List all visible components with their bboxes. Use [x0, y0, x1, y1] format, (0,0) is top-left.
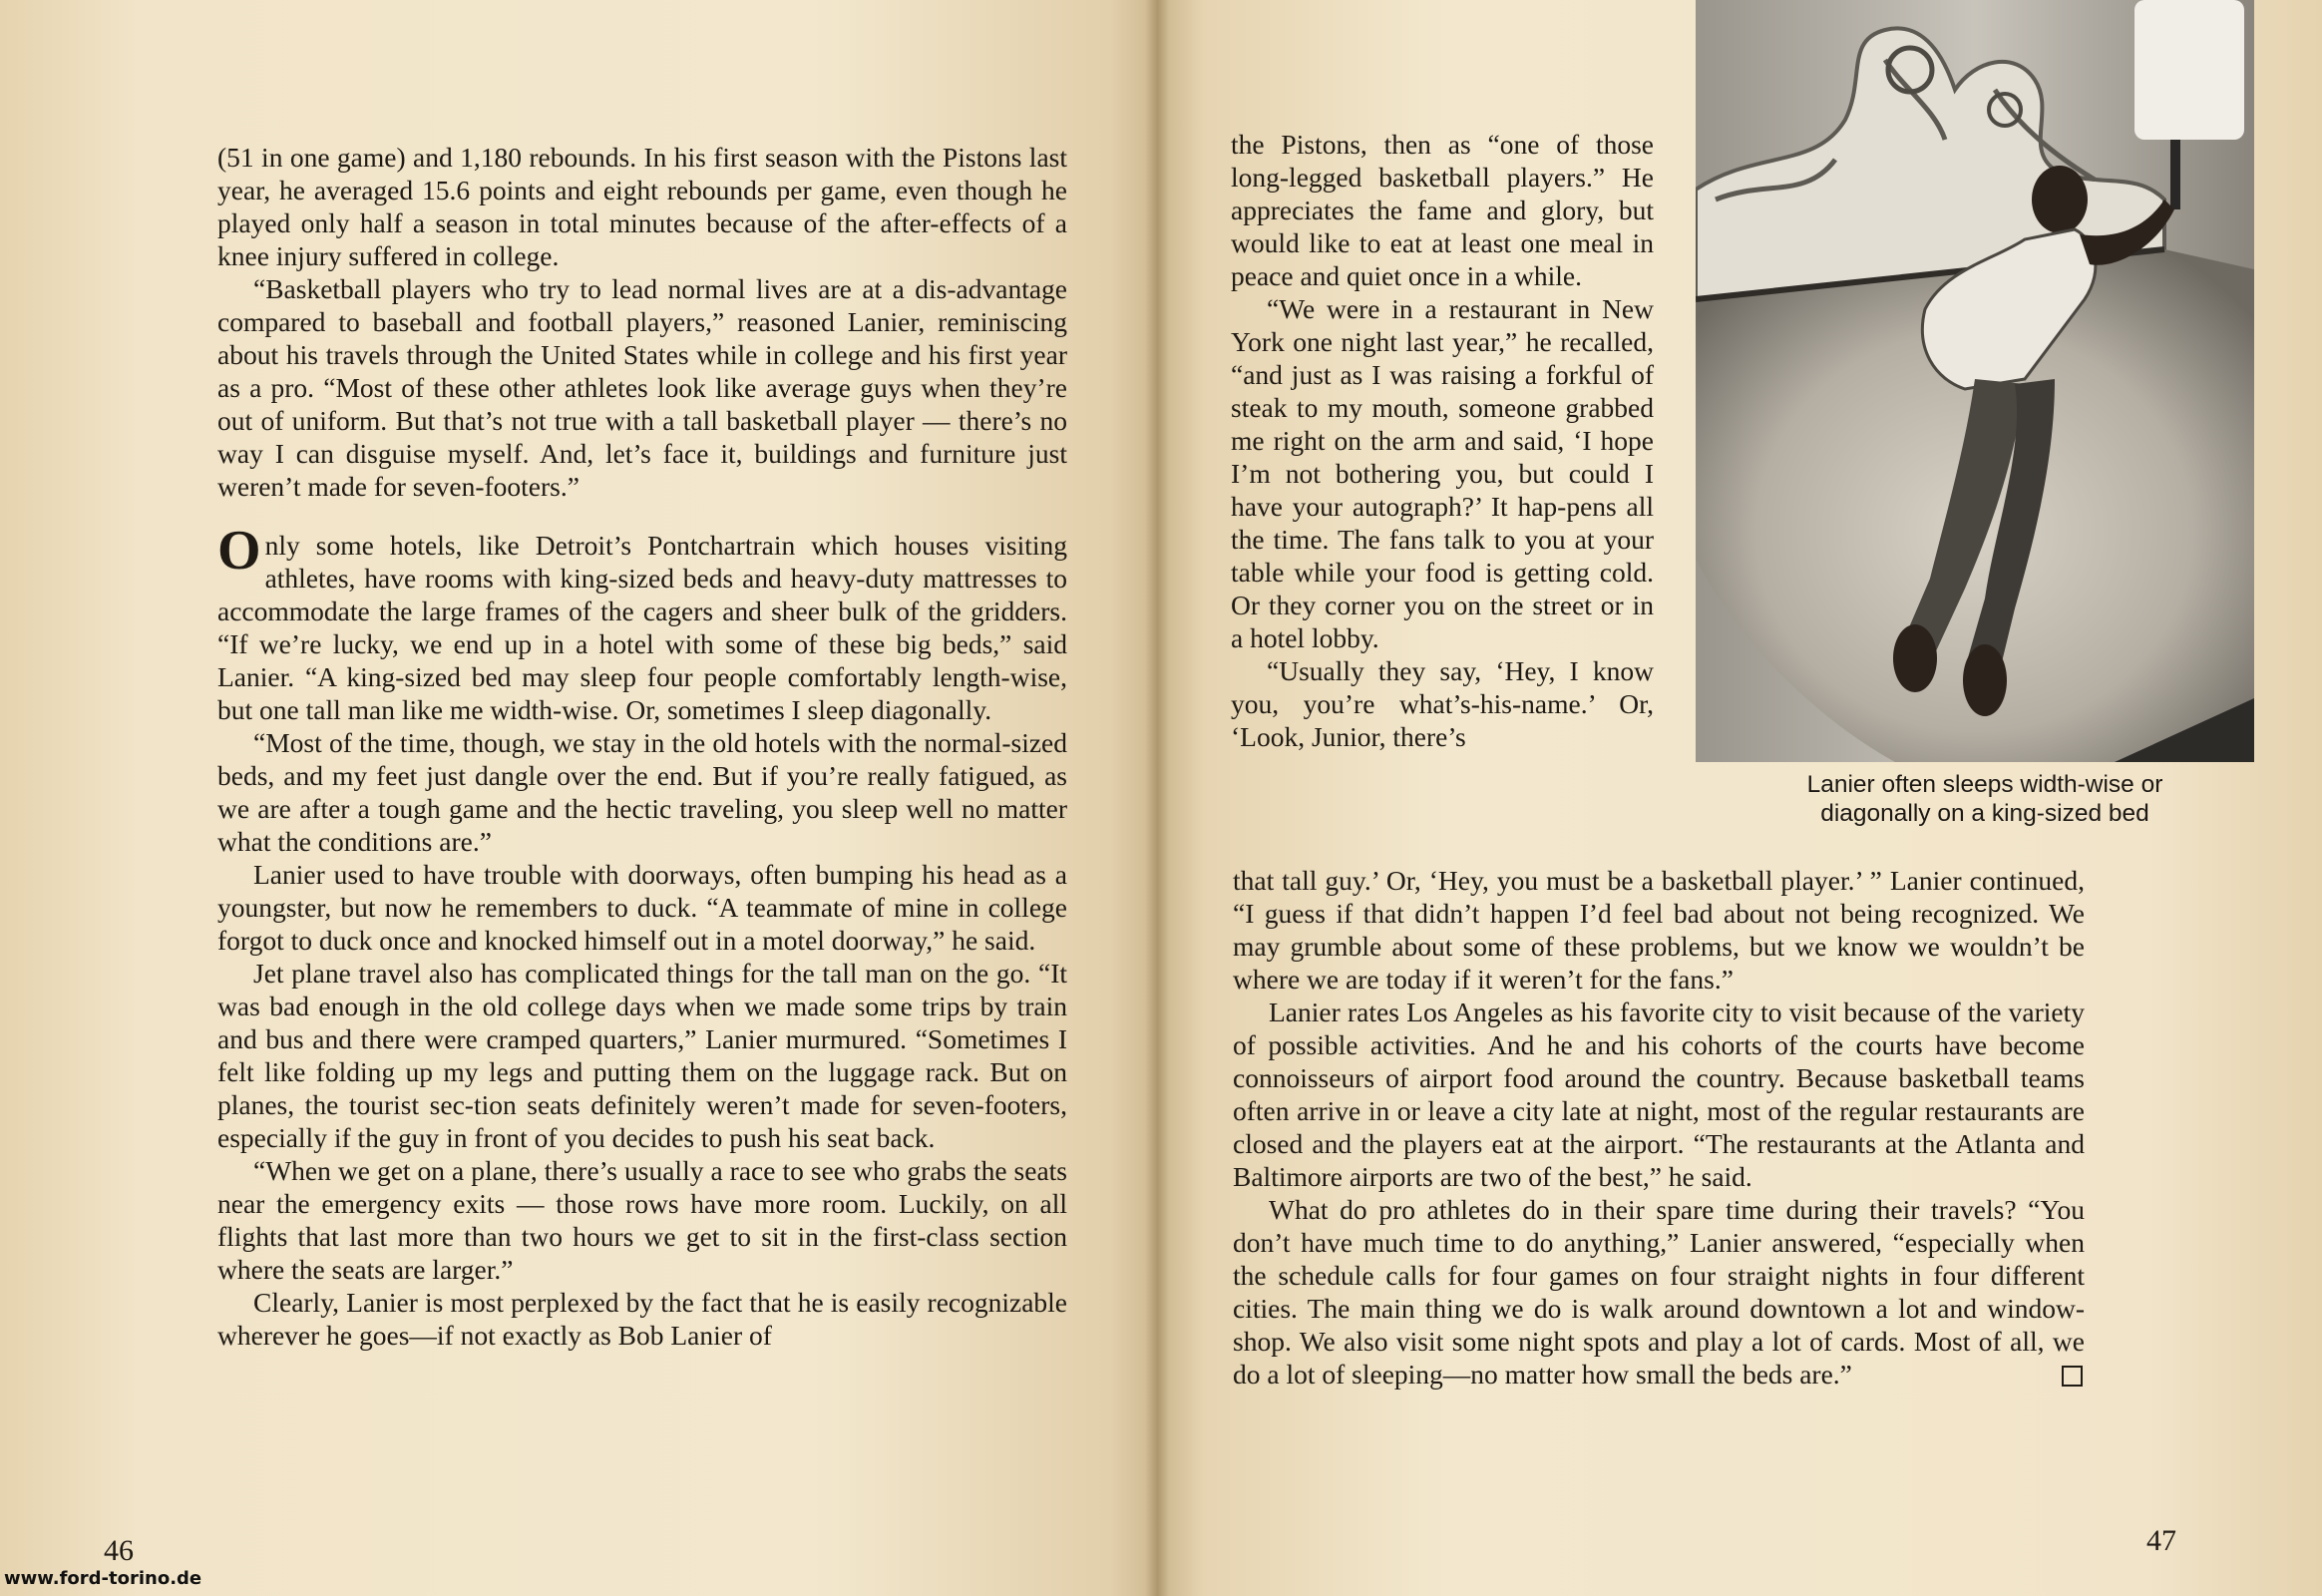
- watermark-url: www.ford-torino.de: [4, 1568, 202, 1589]
- paragraph: Clearly, Lanier is most perplexed by the fact that he is easily recognizable wherever he goes—if not exactly as Bob Lanier of: [217, 1287, 1067, 1351]
- paragraph: the Pistons, then as “one of those long-legged basketball players.” He appreciates the fame and glory, but would like to eat at least one meal in peace and quiet once in a while.: [1231, 129, 1654, 291]
- paragraph: “We were in a restaurant in New York one night last year,” he recalled, “and just as I was raising a forkful of steak to my mouth, someone grabbed me right on the arm and said, ‘I hope I’m not bothering you, but could I have your autograph?’ It hap-pens all the time. The fans talk to you at your table while your food is getting cold. Or they corner you on the street or in a hotel lobby.: [1231, 293, 1654, 653]
- photo-illustration: [1696, 0, 2254, 762]
- left-page-text-column: [217, 141, 1067, 1352]
- right-page-wide-column: [1233, 864, 2085, 1391]
- paragraph-text: What do pro athletes do in their spare time during their travels? “You don’t have much time to do anything,” Lanier answered, “especially when the schedule calls for four games on four straight nights in four different cities. The main thing we do is walk around downtown a lot and window-shop. We also visit some night spots and play a lot of cards. Most of all, we do a lot of sleeping—no matter how small the beds are.”: [1233, 1194, 2085, 1390]
- caption-line: Lanier often sleeps width-wise or: [1806, 771, 2163, 798]
- paragraph: Lanier used to have trouble with doorways, often bumping his head as a youngster, but now he remembers to duck. “A teammate of mine in college forgot to duck once and knocked himself out in a motel doorway,” he said.: [217, 859, 1067, 956]
- paragraph: [1233, 1193, 2085, 1391]
- dropcap-paragraph-text: nly some hotels, like Detroit’s Pontchartrain which houses visiting athletes, have rooms with king-sized beds and heavy-duty mattresses to accommodate the large frames of the cagers and sheer bulk of the gridders. “If we’re lucky, we end up in a hotel with some of these big beds,” said Lanier. “A king-sized bed may sleep four people comfortably length-wise, but one tall man like me width-wise. Or, sometimes I sleep diagonally.: [217, 530, 1067, 725]
- paragraph: (51 in one game) and 1,180 rebounds. In his first season with the Pistons last year, he averaged 15.6 points and eight rebounds per game, even though he played only half a season in total minutes because of the after-effects of a knee injury suffered in college.: [217, 142, 1067, 271]
- page-number-right: 47: [2146, 1524, 2176, 1557]
- paragraph: “Usually they say, ‘Hey, I know you, you’re what’s-his-name.’ Or, ‘Look, Junior, there’s: [1231, 655, 1654, 752]
- paragraph: “Most of the time, though, we stay in the old hotels with the normal-sized beds, and my feet just dangle over the end. But if you’re really fatigued, as we are after a tough game and the hectic traveling, you sleep well no matter what the conditions are.”: [217, 727, 1067, 857]
- caption-line: diagonally on a king-sized bed: [1820, 800, 2149, 827]
- paragraph: “When we get on a plane, there’s usually a race to see who grabs the seats near the emergency exits — those rows have more room. Luckily, on all flights that last more than two hours we get to sit in the first-class section where the seats are larger.”: [217, 1155, 1067, 1285]
- dropcap-paragraph: [217, 520, 1067, 726]
- page-number-left: 46: [104, 1534, 134, 1567]
- paragraph: Lanier rates Los Angeles as his favorite city to visit because of the variety of possible activities. And he and his cohorts of the courts have become connoisseurs of airport food around the country. Because basketball teams often arrive in or leave a city late at night, most of the regular restaurants are closed and the players eat at the airport. “The restaurants at the Atlanta and Baltimore airports are two of the best,” he said.: [1233, 997, 2085, 1192]
- page-gutter: [1145, 0, 1169, 1596]
- paragraph: Jet plane travel also has complicated things for the tall man on the go. “It was bad enough in the old college days when we made some trips by train and bus and there were cramped quarters,” Lanier murmured. “Sometimes I felt like folding up my legs and putting them on the luggage rack. But on planes, the tourist sec-tion seats definitely weren’t made for seven-footers, especially if the guy in front of you decides to push his seat back.: [217, 958, 1067, 1153]
- right-page-narrow-column: [1231, 128, 1654, 753]
- end-of-article-square-icon: [2062, 1366, 2083, 1387]
- paragraph: “Basketball players who try to lead normal lives are at a dis-advantage compared to baseball and football players,” reasoned Lanier, reminiscing about his travels through the United States while in college and his first year as a pro. “Most of these other athletes look like average guys when they’re out of uniform. But that’s not true with a tall basketball player — there’s no way I can disguise myself. And, let’s face it, buildings and furniture just weren’t made for seven-footers.”: [217, 273, 1067, 502]
- photo-lanier-on-bed: [1696, 0, 2254, 762]
- photo-caption: [1706, 770, 2264, 828]
- drop-cap: O: [217, 520, 261, 582]
- paragraph: that tall guy.’ Or, ‘Hey, you must be a basketball player.’ ” Lanier continued, “I guess if that didn’t happen I’d feel bad about not being recognized. We may grumble about some of these problems, but we know we wouldn’t be where we are today if it weren’t for the fans.”: [1233, 865, 2085, 995]
